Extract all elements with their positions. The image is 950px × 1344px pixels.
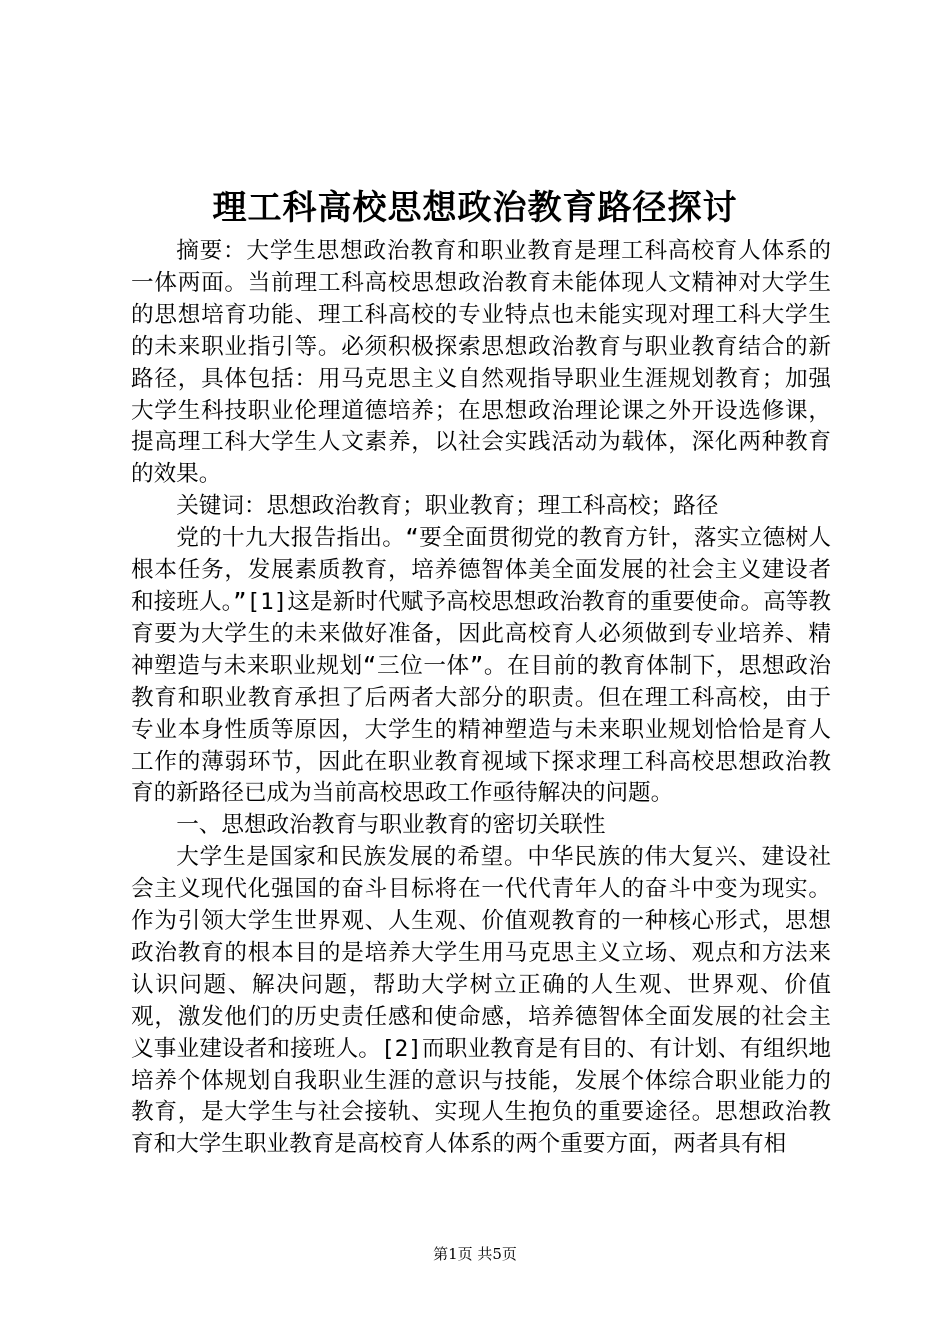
page-footer: 第1页 共5页 xyxy=(433,1245,517,1263)
abstract-paragraph: 摘要：大学生思想政治教育和职业教育是理工科高校育人体系的一体两面。当前理工科高校思想政治教育未能体现人文精神对大学生的思想培育功能、理工科高校的专业特点也未能实现对理工科大学生的未来职业指引等。必须积极探索思想政治教育与职业教育结合的新路径，具体包括：用马克思主义自然观指导职业生涯规划教育；加强大学生科技职业伦理道德培养；在思想政治理论课之外开设选修课，提高理工科大学生人文素养，以社会实践活动为载体，深化两种教育的效果。 xyxy=(131,238,831,488)
intro-paragraph: 党的十九大报告指出。“要全面贯彻党的教育方针，落实立德树人根本任务，发展素质教育，培养德智体美全面发展的社会主义建设者和接班人。”[1]这是新时代赋予高校思想政治教育的重要使命。高等教育要为大学生的未来做好准备，因此高校育人必须做到专业培养、精神塑造与未来职业规划“三位一体”。在目前的教育体制下，思想政治教育和职业教育承担了后两者大部分的职责。但在理工科高校，由于专业本身性质等原因，大学生的精神塑造与未来职业规划恰恰是育人工作的薄弱环节，因此在职业教育视域下探求理工科高校思想政治教育的新路径已成为当前高校思政工作亟待解决的问题。 xyxy=(131,525,831,807)
section-paragraph: 大学生是国家和民族发展的希望。中华民族的伟大复兴、建设社会主义现代化强国的奋斗目标将在一代代青年人的奋斗中变为现实。作为引领大学生世界观、人生观、价值观教育的一种核心形式，思想政治教育的根本目的是培养大学生用马克思主义立场、观点和方法来认识问题、解决问题，帮助大学树立正确的人生观、世界观、价值观，激发他们的历史责任感和使命感，培养德智体全面发展的社会主义事业建设者和接班人。[2]而职业教育是有目的、有计划、有组织地培养个体规划自我职业生涯的意识与技能，发展个体综合职业能力的教育，是大学生与社会接轨、实现人生抱负的重要途径。思想政治教育和大学生职业教育是高校育人体系的两个重要方面，两者具有相 xyxy=(131,844,831,1158)
document-title: 理工科高校思想政治教育路径探讨 xyxy=(212,188,738,228)
section-heading: 一、思想政治教育与职业教育的密切关联性 xyxy=(176,812,606,839)
keywords-paragraph: 关键词：思想政治教育；职业教育；理工科高校；路径 xyxy=(176,493,719,520)
document-body xyxy=(131,236,831,1161)
